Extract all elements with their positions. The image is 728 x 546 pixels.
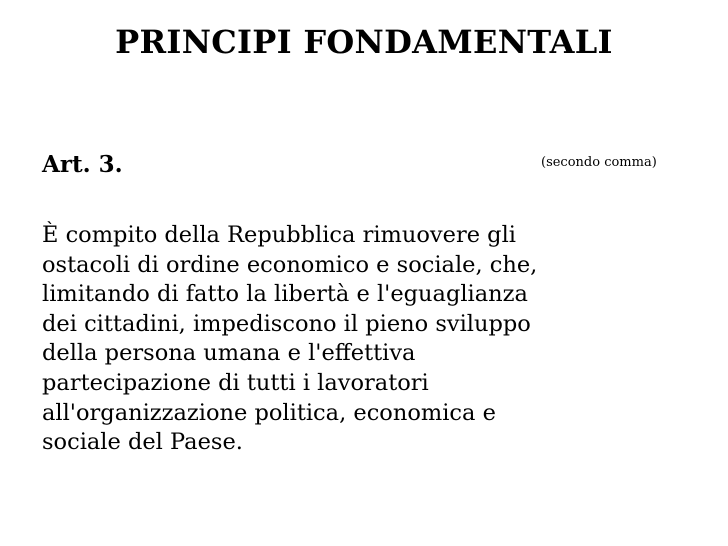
article-text-line: partecipazione di tutti i lavoratori — [42, 369, 429, 396]
article-text-line: sociale del Paese. — [42, 429, 243, 456]
article-number: Art. 3. — [42, 151, 123, 178]
article-text-line: dei cittadini, impediscono il pieno sviluppo — [42, 310, 531, 337]
comma-note: (secondo comma) — [541, 155, 657, 170]
slide-title: PRINCIPI FONDAMENTALI — [115, 23, 613, 61]
article-text-line: all'organizzazione politica, economica e — [42, 399, 496, 426]
article-text-line: ostacoli di ordine economico e sociale, che, — [42, 251, 538, 278]
article-text-line: della persona umana e l'effettiva — [42, 340, 416, 367]
article-text-line: limitando di fatto la libertà e l'eguaglianza — [42, 281, 528, 308]
article-text-line: È compito della Repubblica rimuovere gli — [42, 222, 516, 248]
article-text — [42, 221, 682, 458]
